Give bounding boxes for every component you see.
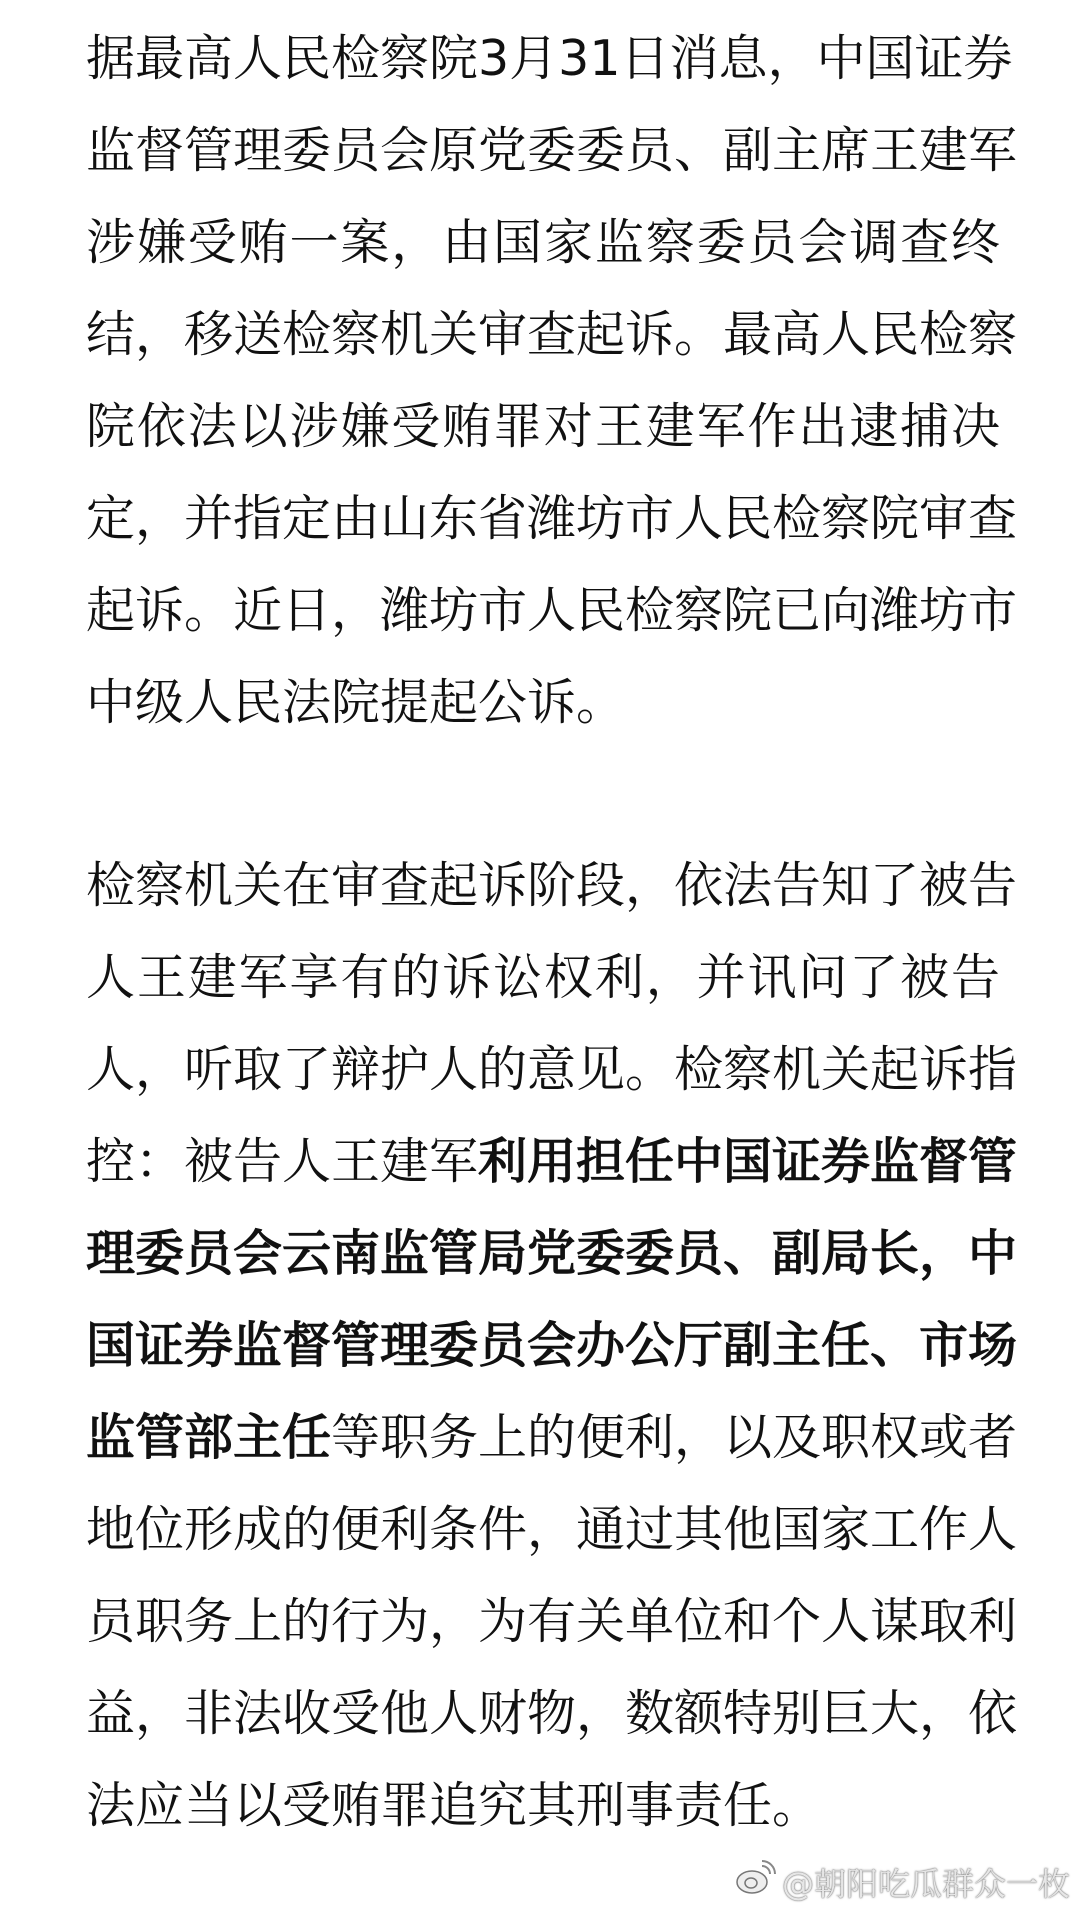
text-segment: 中级人民法院提起公诉。 <box>86 674 626 731</box>
bold-text-segment: 监管部主任 <box>86 1409 332 1466</box>
text-line <box>86 1208 1018 1300</box>
text-line <box>86 289 1018 381</box>
text-line <box>86 1760 1000 1852</box>
text-segment: 院依法以涉嫌受贿罪对王建军作出逮捕决 <box>86 398 1000 455</box>
text-line <box>86 473 1018 565</box>
text-segment: 控：被告人王建军 <box>86 1133 479 1190</box>
text-line <box>86 1484 1018 1576</box>
text-line <box>86 840 1018 932</box>
text-line <box>86 197 1000 289</box>
text-line <box>86 1576 1018 1668</box>
text-line <box>86 105 1018 197</box>
text-segment: 监督管理委员会原党委委员、副主席王建军 <box>86 122 1018 179</box>
article-paragraph-1 <box>86 13 1018 749</box>
text-line <box>86 381 1000 473</box>
text-segment: 地位形成的便利条件，通过其他国家工作人 <box>86 1501 1018 1558</box>
weibo-logo-icon <box>734 1860 776 1904</box>
text-line <box>86 1116 1018 1208</box>
text-segment: 益，非法收受他人财物，数额特别巨大，依 <box>86 1685 1018 1742</box>
text-segment: 检察机关在审查起诉阶段，依法告知了被告 <box>86 857 1018 914</box>
text-line <box>86 1024 1018 1116</box>
bold-text-segment: 理委员会云南监管局党委委员、副局长，中 <box>86 1225 1018 1282</box>
text-line <box>86 13 1013 105</box>
text-line <box>86 657 1000 749</box>
bold-text-segment: 利用担任中国证券监督管 <box>478 1133 1018 1190</box>
text-segment: 涉嫌受贿一案，由国家监察委员会调查终 <box>86 214 1000 271</box>
text-line <box>86 1668 1018 1760</box>
text-line <box>86 565 1018 657</box>
text-segment: 等职务上的便利，以及职权或者 <box>331 1409 1018 1466</box>
watermark <box>734 1862 1070 1902</box>
text-segment: 结，移送检察机关审查起诉。最高人民检察 <box>86 306 1018 363</box>
text-segment: 定，并指定由山东省潍坊市人民检察院审查 <box>86 490 1018 547</box>
text-line <box>86 1300 1018 1392</box>
text-segment: 法应当以受贿罪追究其刑事责任。 <box>86 1777 822 1834</box>
text-segment: 据最高人民检察院3月31日消息，中国证券 <box>86 30 1013 87</box>
text-segment: 员职务上的行为，为有关单位和个人谋取利 <box>86 1593 1018 1650</box>
text-line <box>86 1392 1018 1484</box>
text-segment: 起诉。近日，潍坊市人民检察院已向潍坊市 <box>86 582 1018 639</box>
bold-text-segment: 国证券监督管理委员会办公厅副主任、市场 <box>86 1317 1018 1374</box>
text-segment: 人王建军享有的诉讼权利，并讯问了被告 <box>86 949 1000 1006</box>
article-paragraph-2 <box>86 840 1018 1852</box>
text-line <box>86 932 1000 1024</box>
text-segment: 人，听取了辩护人的意见。检察机关起诉指 <box>86 1041 1018 1098</box>
watermark-text: @朝阳吃瓜群众一枚 <box>781 1865 1070 1903</box>
